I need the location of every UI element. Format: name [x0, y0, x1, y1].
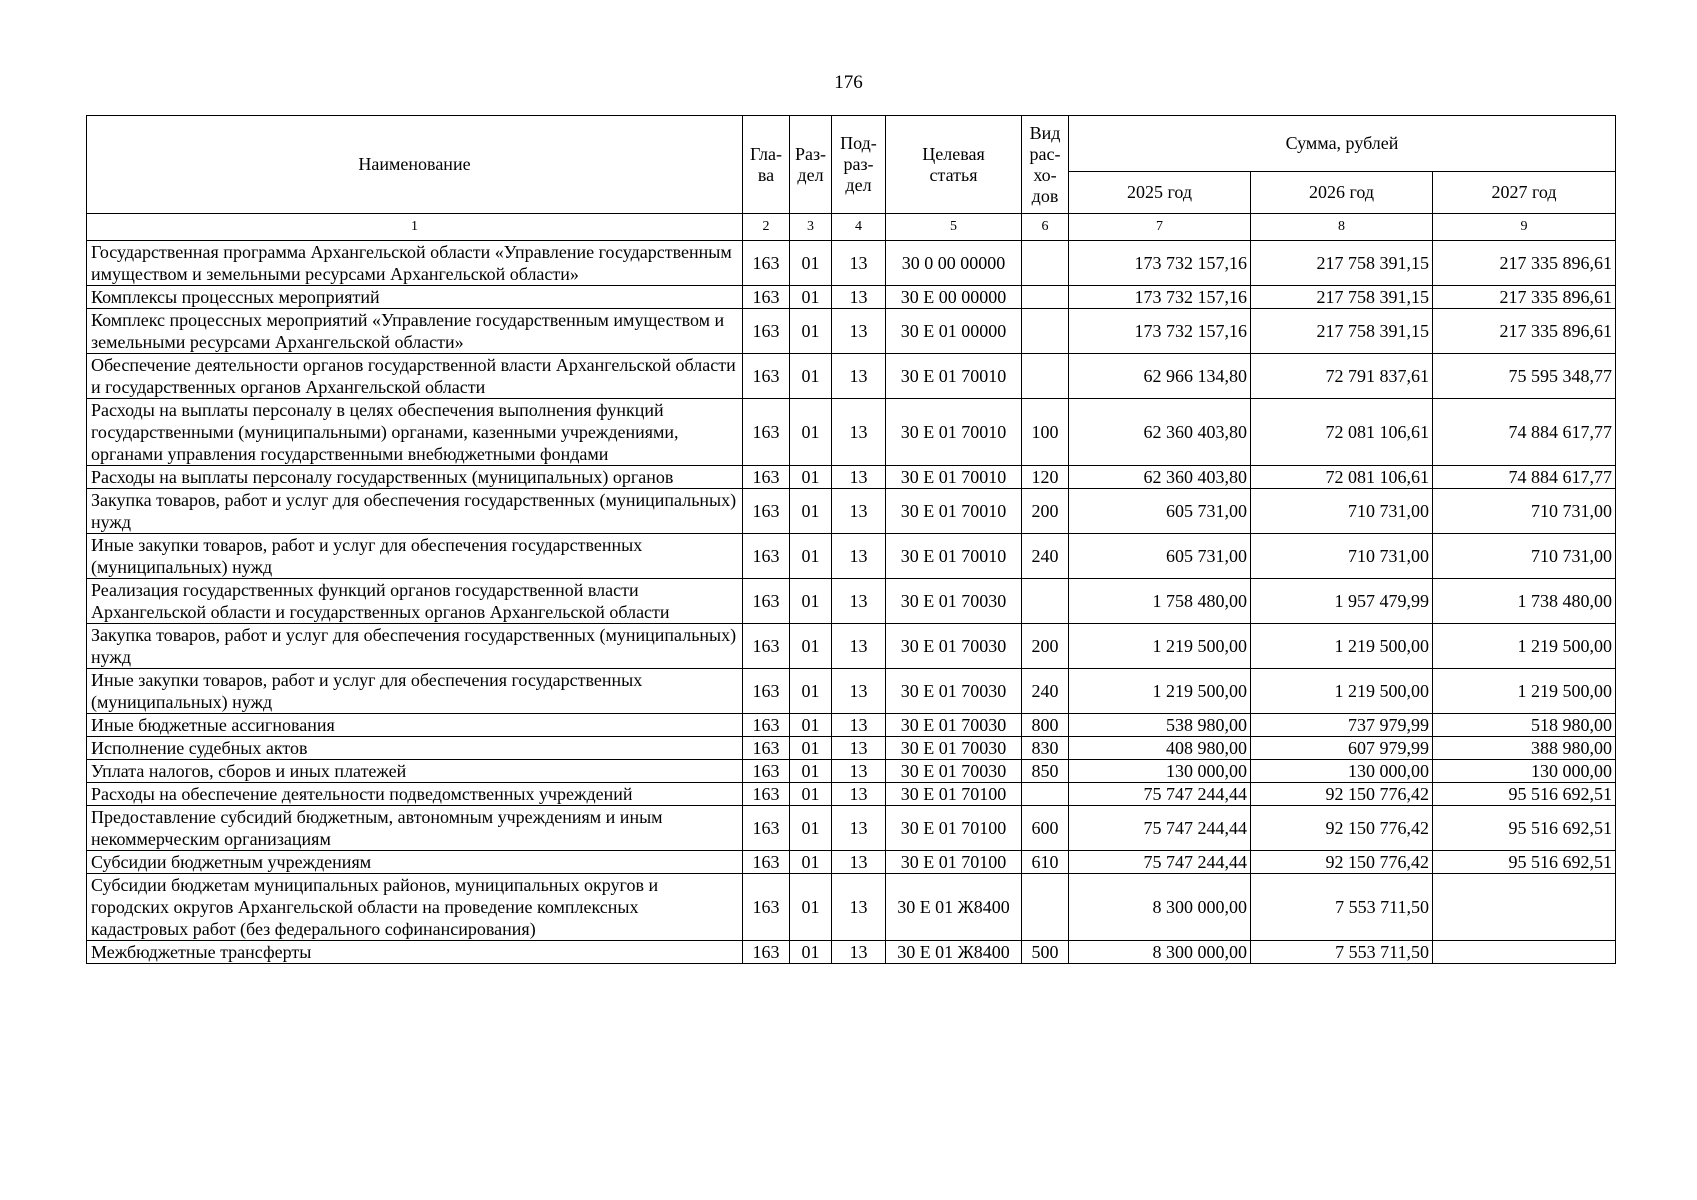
row-section-cell: 01 — [790, 806, 832, 851]
table-row — [87, 399, 1616, 466]
row-subsection-cell: 13 — [832, 941, 886, 964]
row-expense-type-cell: 850 — [1022, 760, 1069, 783]
row-expense-type-cell — [1022, 354, 1069, 399]
row-sum-2025-cell: 1 219 500,00 — [1069, 624, 1251, 669]
column-number: 9 — [1433, 214, 1616, 241]
row-target-item-cell: 30 Е 01 70100 — [886, 851, 1022, 874]
row-name-cell: Комплекс процессных мероприятий «Управление государственным имуществом и земельными ресурсами Архангельской области» — [87, 309, 743, 354]
row-chapter-cell: 163 — [743, 534, 790, 579]
table-row — [87, 760, 1616, 783]
row-sum-2025-cell: 62 360 403,80 — [1069, 466, 1251, 489]
row-section-cell: 01 — [790, 241, 832, 286]
row-sum-2027-cell: 710 731,00 — [1433, 489, 1616, 534]
row-section-cell: 01 — [790, 534, 832, 579]
row-subsection-cell: 13 — [832, 760, 886, 783]
row-target-item-cell: 30 Е 01 70030 — [886, 624, 1022, 669]
row-sum-2025-cell: 605 731,00 — [1069, 534, 1251, 579]
row-section-cell: 01 — [790, 851, 832, 874]
page-number: 176 — [834, 72, 863, 93]
row-chapter-cell: 163 — [743, 399, 790, 466]
row-name-cell: Субсидии бюджетам муниципальных районов, муниципальных округов и городских округов Архангельской области на проведение комплексных кадастровых работ (без федерального софинансирования) — [87, 874, 743, 941]
row-target-item-cell: 30 Е 01 00000 — [886, 309, 1022, 354]
row-section-cell: 01 — [790, 737, 832, 760]
header-name: Наименование — [87, 116, 743, 214]
row-expense-type-cell: 120 — [1022, 466, 1069, 489]
row-section-cell: 01 — [790, 624, 832, 669]
header-year-2026: 2026 год — [1251, 172, 1433, 214]
row-expense-type-cell — [1022, 241, 1069, 286]
row-section-cell: 01 — [790, 783, 832, 806]
row-sum-2026-cell: 7 553 711,50 — [1251, 874, 1433, 941]
row-sum-2025-cell: 173 732 157,16 — [1069, 286, 1251, 309]
column-number: 7 — [1069, 214, 1251, 241]
row-sum-2026-cell: 1 957 479,99 — [1251, 579, 1433, 624]
row-expense-type-cell: 200 — [1022, 624, 1069, 669]
header-year-2027: 2027 год — [1433, 172, 1616, 214]
row-section-cell: 01 — [790, 714, 832, 737]
row-name-cell: Иные закупки товаров, работ и услуг для обеспечения государственных (муниципальных) нужд — [87, 669, 743, 714]
row-name-cell: Закупка товаров, работ и услуг для обеспечения государственных (муниципальных) нужд — [87, 489, 743, 534]
row-section-cell: 01 — [790, 579, 832, 624]
table-row — [87, 286, 1616, 309]
column-number: 2 — [743, 214, 790, 241]
row-name-cell: Иные закупки товаров, работ и услуг для обеспечения государственных (муниципальных) нужд — [87, 534, 743, 579]
row-target-item-cell: 30 Е 01 Ж8400 — [886, 941, 1022, 964]
row-sum-2027-cell: 388 980,00 — [1433, 737, 1616, 760]
row-sum-2025-cell: 605 731,00 — [1069, 489, 1251, 534]
row-name-cell: Исполнение судебных актов — [87, 737, 743, 760]
row-sum-2026-cell: 72 081 106,61 — [1251, 466, 1433, 489]
table-row — [87, 624, 1616, 669]
row-chapter-cell: 163 — [743, 354, 790, 399]
row-subsection-cell: 13 — [832, 241, 886, 286]
row-sum-2026-cell: 710 731,00 — [1251, 489, 1433, 534]
row-expense-type-cell — [1022, 286, 1069, 309]
table-row — [87, 241, 1616, 286]
row-sum-2025-cell: 75 747 244,44 — [1069, 783, 1251, 806]
column-number: 3 — [790, 214, 832, 241]
row-subsection-cell: 13 — [832, 489, 886, 534]
row-section-cell: 01 — [790, 354, 832, 399]
row-name-cell: Комплексы процессных мероприятий — [87, 286, 743, 309]
table-row — [87, 534, 1616, 579]
row-target-item-cell: 30 Е 01 70010 — [886, 399, 1022, 466]
column-number: 5 — [886, 214, 1022, 241]
column-number: 8 — [1251, 214, 1433, 241]
row-subsection-cell: 13 — [832, 737, 886, 760]
table-row — [87, 874, 1616, 941]
row-name-cell: Расходы на выплаты персоналу государственных (муниципальных) органов — [87, 466, 743, 489]
row-sum-2027-cell: 1 738 480,00 — [1433, 579, 1616, 624]
row-target-item-cell: 30 Е 01 70030 — [886, 669, 1022, 714]
row-sum-2025-cell: 173 732 157,16 — [1069, 309, 1251, 354]
row-sum-2025-cell: 538 980,00 — [1069, 714, 1251, 737]
row-sum-2025-cell: 62 360 403,80 — [1069, 399, 1251, 466]
table-row — [87, 669, 1616, 714]
row-name-cell: Расходы на выплаты персоналу в целях обеспечения выполнения функций государственными (муниципальными) органами, казенными учреждениями, органами управления государственными внебюджетными фондами — [87, 399, 743, 466]
table-row — [87, 941, 1616, 964]
row-subsection-cell: 13 — [832, 669, 886, 714]
table-row — [87, 806, 1616, 851]
row-target-item-cell: 30 0 00 00000 — [886, 241, 1022, 286]
row-sum-2026-cell: 217 758 391,15 — [1251, 286, 1433, 309]
row-sum-2025-cell: 173 732 157,16 — [1069, 241, 1251, 286]
row-target-item-cell: 30 Е 01 70030 — [886, 579, 1022, 624]
row-subsection-cell: 13 — [832, 874, 886, 941]
row-target-item-cell: 30 Е 01 70010 — [886, 354, 1022, 399]
column-number: 6 — [1022, 214, 1069, 241]
row-section-cell: 01 — [790, 489, 832, 534]
row-expense-type-cell — [1022, 783, 1069, 806]
header-section: Раз- дел — [790, 116, 832, 214]
row-sum-2026-cell: 217 758 391,15 — [1251, 241, 1433, 286]
row-sum-2027-cell: 217 335 896,61 — [1433, 286, 1616, 309]
row-sum-2027-cell: 74 884 617,77 — [1433, 466, 1616, 489]
row-chapter-cell: 163 — [743, 851, 790, 874]
row-chapter-cell: 163 — [743, 737, 790, 760]
row-sum-2025-cell: 75 747 244,44 — [1069, 851, 1251, 874]
row-name-cell: Субсидии бюджетным учреждениям — [87, 851, 743, 874]
row-name-cell: Межбюджетные трансферты — [87, 941, 743, 964]
row-target-item-cell: 30 Е 01 70100 — [886, 806, 1022, 851]
header-target-item: Целевая статья — [886, 116, 1022, 214]
row-chapter-cell: 163 — [743, 806, 790, 851]
column-number: 1 — [87, 214, 743, 241]
row-sum-2025-cell: 1 758 480,00 — [1069, 579, 1251, 624]
row-sum-2026-cell: 72 791 837,61 — [1251, 354, 1433, 399]
budget-table — [86, 115, 1616, 964]
row-chapter-cell: 163 — [743, 624, 790, 669]
row-chapter-cell: 163 — [743, 466, 790, 489]
row-target-item-cell: 30 Е 01 70030 — [886, 760, 1022, 783]
row-section-cell: 01 — [790, 760, 832, 783]
row-subsection-cell: 13 — [832, 579, 886, 624]
row-sum-2026-cell: 92 150 776,42 — [1251, 806, 1433, 851]
row-chapter-cell: 163 — [743, 309, 790, 354]
row-sum-2026-cell: 607 979,99 — [1251, 737, 1433, 760]
row-section-cell: 01 — [790, 669, 832, 714]
row-name-cell: Закупка товаров, работ и услуг для обеспечения государственных (муниципальных) нужд — [87, 624, 743, 669]
row-sum-2026-cell: 7 553 711,50 — [1251, 941, 1433, 964]
row-name-cell: Предоставление субсидий бюджетным, автономным учреждениям и иным некоммерческим организациям — [87, 806, 743, 851]
row-name-cell: Обеспечение деятельности органов государственной власти Архангельской области и государственных органов Архангельской области — [87, 354, 743, 399]
row-expense-type-cell: 500 — [1022, 941, 1069, 964]
row-expense-type-cell: 610 — [1022, 851, 1069, 874]
row-target-item-cell: 30 Е 01 70010 — [886, 534, 1022, 579]
row-section-cell: 01 — [790, 874, 832, 941]
row-expense-type-cell: 240 — [1022, 534, 1069, 579]
row-sum-2027-cell: 130 000,00 — [1433, 760, 1616, 783]
row-chapter-cell: 163 — [743, 714, 790, 737]
row-sum-2027-cell: 217 335 896,61 — [1433, 309, 1616, 354]
row-name-cell: Расходы на обеспечение деятельности подведомственных учреждений — [87, 783, 743, 806]
row-sum-2025-cell: 408 980,00 — [1069, 737, 1251, 760]
row-expense-type-cell: 200 — [1022, 489, 1069, 534]
row-sum-2027-cell: 95 516 692,51 — [1433, 783, 1616, 806]
column-number: 4 — [832, 214, 886, 241]
table-row — [87, 851, 1616, 874]
row-subsection-cell: 13 — [832, 466, 886, 489]
row-name-cell: Иные бюджетные ассигнования — [87, 714, 743, 737]
row-sum-2027-cell: 217 335 896,61 — [1433, 241, 1616, 286]
row-sum-2027-cell: 1 219 500,00 — [1433, 669, 1616, 714]
row-target-item-cell: 30 Е 00 00000 — [886, 286, 1022, 309]
row-sum-2025-cell: 1 219 500,00 — [1069, 669, 1251, 714]
row-name-cell: Государственная программа Архангельской области «Управление государственным имуществом и земельными ресурсами Архангельской области» — [87, 241, 743, 286]
row-chapter-cell: 163 — [743, 669, 790, 714]
row-sum-2027-cell: 95 516 692,51 — [1433, 806, 1616, 851]
row-sum-2025-cell: 75 747 244,44 — [1069, 806, 1251, 851]
row-name-cell: Уплата налогов, сборов и иных платежей — [87, 760, 743, 783]
row-sum-2025-cell: 8 300 000,00 — [1069, 874, 1251, 941]
row-sum-2027-cell — [1433, 874, 1616, 941]
row-subsection-cell: 13 — [832, 624, 886, 669]
row-subsection-cell: 13 — [832, 714, 886, 737]
row-section-cell: 01 — [790, 286, 832, 309]
header-year-2025: 2025 год — [1069, 172, 1251, 214]
row-sum-2026-cell: 1 219 500,00 — [1251, 624, 1433, 669]
row-sum-2026-cell: 72 081 106,61 — [1251, 399, 1433, 466]
row-section-cell: 01 — [790, 941, 832, 964]
row-chapter-cell: 163 — [743, 783, 790, 806]
row-target-item-cell: 30 Е 01 70010 — [886, 466, 1022, 489]
table-row — [87, 309, 1616, 354]
row-sum-2027-cell — [1433, 941, 1616, 964]
table-row — [87, 489, 1616, 534]
row-expense-type-cell: 600 — [1022, 806, 1069, 851]
row-subsection-cell: 13 — [832, 286, 886, 309]
row-sum-2025-cell: 8 300 000,00 — [1069, 941, 1251, 964]
row-sum-2026-cell: 737 979,99 — [1251, 714, 1433, 737]
row-subsection-cell: 13 — [832, 309, 886, 354]
row-sum-2026-cell: 1 219 500,00 — [1251, 669, 1433, 714]
header-sum: Сумма, рублей — [1069, 116, 1616, 172]
table-row — [87, 714, 1616, 737]
row-expense-type-cell: 240 — [1022, 669, 1069, 714]
table-row — [87, 579, 1616, 624]
row-sum-2026-cell: 130 000,00 — [1251, 760, 1433, 783]
row-sum-2027-cell: 710 731,00 — [1433, 534, 1616, 579]
row-section-cell: 01 — [790, 466, 832, 489]
row-expense-type-cell: 100 — [1022, 399, 1069, 466]
row-expense-type-cell: 830 — [1022, 737, 1069, 760]
row-sum-2026-cell: 92 150 776,42 — [1251, 851, 1433, 874]
header-chapter: Гла- ва — [743, 116, 790, 214]
row-sum-2027-cell: 75 595 348,77 — [1433, 354, 1616, 399]
row-sum-2027-cell: 518 980,00 — [1433, 714, 1616, 737]
row-section-cell: 01 — [790, 399, 832, 466]
row-subsection-cell: 13 — [832, 851, 886, 874]
row-sum-2027-cell: 95 516 692,51 — [1433, 851, 1616, 874]
row-chapter-cell: 163 — [743, 579, 790, 624]
row-subsection-cell: 13 — [832, 354, 886, 399]
row-chapter-cell: 163 — [743, 941, 790, 964]
table-row — [87, 737, 1616, 760]
row-target-item-cell: 30 Е 01 70030 — [886, 737, 1022, 760]
header-subsection: Под- раз- дел — [832, 116, 886, 214]
row-chapter-cell: 163 — [743, 286, 790, 309]
row-target-item-cell: 30 Е 01 70030 — [886, 714, 1022, 737]
row-expense-type-cell — [1022, 579, 1069, 624]
row-chapter-cell: 163 — [743, 489, 790, 534]
row-sum-2026-cell: 92 150 776,42 — [1251, 783, 1433, 806]
row-sum-2027-cell: 74 884 617,77 — [1433, 399, 1616, 466]
row-section-cell: 01 — [790, 309, 832, 354]
row-sum-2025-cell: 130 000,00 — [1069, 760, 1251, 783]
table-row — [87, 354, 1616, 399]
row-expense-type-cell — [1022, 309, 1069, 354]
row-subsection-cell: 13 — [832, 399, 886, 466]
row-subsection-cell: 13 — [832, 783, 886, 806]
row-sum-2025-cell: 62 966 134,80 — [1069, 354, 1251, 399]
header-expense-type: Вид рас- хо- дов — [1022, 116, 1069, 214]
row-chapter-cell: 163 — [743, 874, 790, 941]
row-target-item-cell: 30 Е 01 70010 — [886, 489, 1022, 534]
row-sum-2027-cell: 1 219 500,00 — [1433, 624, 1616, 669]
row-sum-2026-cell: 710 731,00 — [1251, 534, 1433, 579]
table-row — [87, 466, 1616, 489]
row-expense-type-cell: 800 — [1022, 714, 1069, 737]
row-target-item-cell: 30 Е 01 70100 — [886, 783, 1022, 806]
row-target-item-cell: 30 Е 01 Ж8400 — [886, 874, 1022, 941]
row-chapter-cell: 163 — [743, 241, 790, 286]
row-expense-type-cell — [1022, 874, 1069, 941]
row-sum-2026-cell: 217 758 391,15 — [1251, 309, 1433, 354]
row-subsection-cell: 13 — [832, 806, 886, 851]
row-subsection-cell: 13 — [832, 534, 886, 579]
row-name-cell: Реализация государственных функций органов государственной власти Архангельской области и государственных органов Архангельской области — [87, 579, 743, 624]
row-chapter-cell: 163 — [743, 760, 790, 783]
table-row — [87, 783, 1616, 806]
